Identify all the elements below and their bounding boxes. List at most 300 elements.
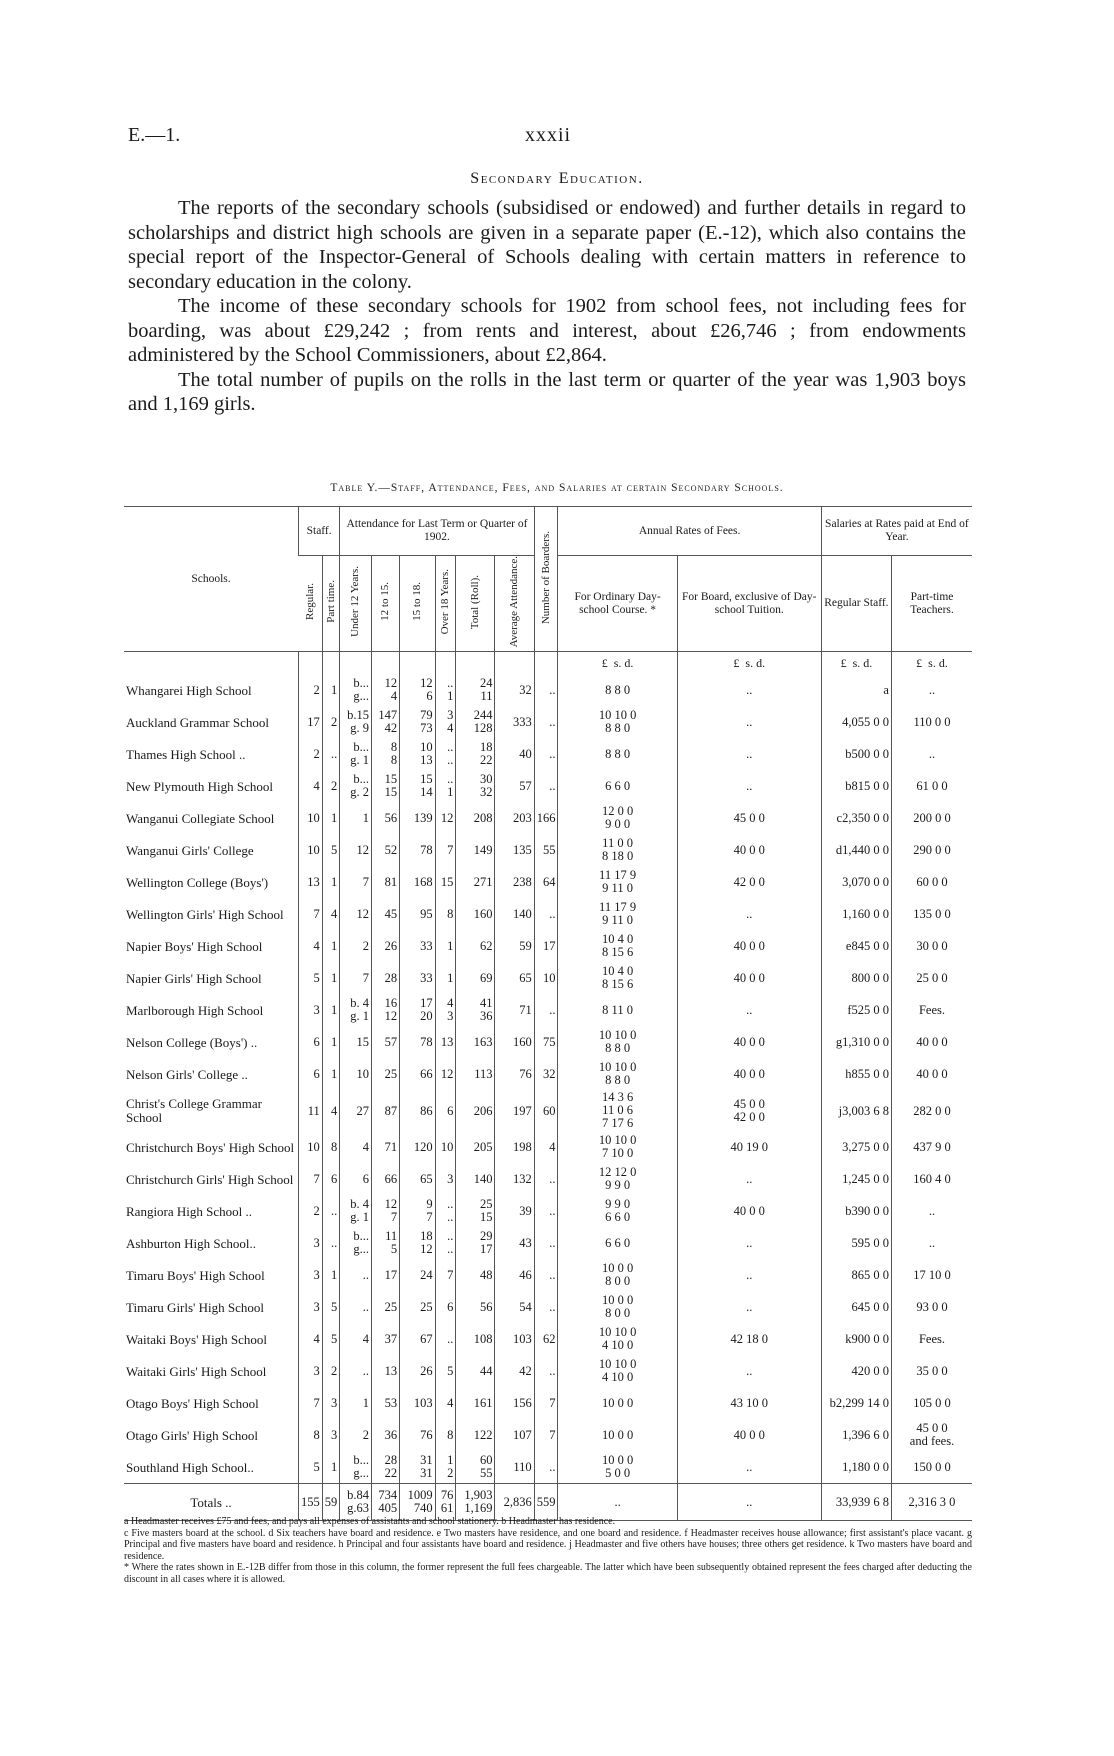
total-roll: 60 55 xyxy=(456,1451,495,1484)
footnote: * Where the rates shown in E.-12B differ from those in this column, the former represent the full fees chargeable. The latter which have been subsequently obtained represent the fees charged after deducting the discount in all cases where it is allowed. xyxy=(124,1562,972,1585)
secondary-schools-table xyxy=(124,506,972,1521)
age-12-to-15: 15 15 xyxy=(372,770,400,802)
part-time-salary: 110 0 0 xyxy=(891,706,972,738)
part-time-salary: 40 0 0 xyxy=(891,1026,972,1058)
part-time-count: 3 xyxy=(322,1387,340,1419)
part-time-salary: 290 0 0 xyxy=(891,834,972,866)
over-18: 12 xyxy=(435,802,456,834)
regular-staff-count: 2 xyxy=(299,738,323,770)
under-12: b.84 g.63 xyxy=(340,1484,372,1521)
under-12: 7 xyxy=(340,866,372,898)
total-roll: 161 xyxy=(456,1387,495,1419)
regular-staff-count: 7 xyxy=(299,898,323,930)
table-title: Table Y.—Staff, Attendance, Fees, and Salaries at certain Secondary Schools. xyxy=(330,482,784,494)
part-time-salary: 35 0 0 xyxy=(891,1355,972,1387)
board-fee: .. xyxy=(677,898,821,930)
regular-staff-count: 11 xyxy=(299,1090,323,1131)
age-15-to-18: 25 xyxy=(400,1291,435,1323)
part-time-salary: .. xyxy=(891,674,972,706)
board-fee: 40 0 0 xyxy=(677,1195,821,1227)
regular-salary: 595 0 0 xyxy=(821,1227,891,1259)
under-12: 2 xyxy=(340,1419,372,1451)
board-fee: .. xyxy=(677,1163,821,1195)
board-fee: 40 0 0 xyxy=(677,1058,821,1090)
age-15-to-18: 10 13 xyxy=(400,738,435,770)
age-12-to-15: 17 xyxy=(372,1259,400,1291)
board-fee: 45 0 0 xyxy=(677,802,821,834)
table-row xyxy=(124,834,972,866)
boarders: 4 xyxy=(534,1131,558,1163)
ordinary-fee: 6 6 0 xyxy=(558,770,677,802)
school-name: Wellington College (Boys') xyxy=(126,874,269,890)
part-time-count: 1 xyxy=(322,1058,340,1090)
total-roll: 244 128 xyxy=(456,706,495,738)
part-time-count: 1 xyxy=(322,674,340,706)
ordinary-fee: 6 6 0 xyxy=(558,1227,677,1259)
total-roll: 140 xyxy=(456,1163,495,1195)
boarders: 7 xyxy=(534,1419,558,1451)
age-12-to-15: 37 xyxy=(372,1323,400,1355)
regular-salary: k900 0 0 xyxy=(821,1323,891,1355)
age-15-to-18: 65 xyxy=(400,1163,435,1195)
document-reference: E.—1. xyxy=(128,124,181,146)
part-time-count: 1 xyxy=(322,994,340,1026)
over-18: 1 xyxy=(435,930,456,962)
part-time-salary: .. xyxy=(891,1227,972,1259)
table-row xyxy=(124,1163,972,1195)
part-time-count: 1 xyxy=(322,866,340,898)
over-18: 13 xyxy=(435,1026,456,1058)
ordinary-fee: 10 10 0 8 8 0 xyxy=(558,706,677,738)
part-time-count: 1 xyxy=(322,802,340,834)
total-roll: 41 36 xyxy=(456,994,495,1026)
school-name: Christchurch Boys' High School xyxy=(126,1139,295,1155)
regular-staff-count: 3 xyxy=(299,994,323,1026)
under-12: b. 4 g. 1 xyxy=(340,1195,372,1227)
average-attendance: 135 xyxy=(495,834,534,866)
regular-salary: 1,396 6 0 xyxy=(821,1419,891,1451)
regular-staff-count: 3 xyxy=(299,1227,323,1259)
under-12: 7 xyxy=(340,962,372,994)
table-row xyxy=(124,1291,972,1323)
part-time-count: 1 xyxy=(322,1026,340,1058)
total-roll: 163 xyxy=(456,1026,495,1058)
section-title: Secondary Education. xyxy=(470,170,644,187)
part-time-count: 1 xyxy=(322,1259,340,1291)
over-18: 6 xyxy=(435,1291,456,1323)
unit-sd: s. d. xyxy=(613,656,634,671)
age-12-to-15: 11 5 xyxy=(372,1227,400,1259)
school-name: Rangiora High School .. xyxy=(126,1203,253,1219)
table-row xyxy=(124,770,972,802)
paragraph: The income of these secondary schools for 1902 from school fees, not including fees for boarding, was about £29,242 ; from rents and interest, about £26,746 ; from endowments administered by the School Commissioners, about £2,864. xyxy=(128,295,966,366)
total-roll: 44 xyxy=(456,1355,495,1387)
total-roll: 24 11 xyxy=(456,674,495,706)
average-attendance: 107 xyxy=(495,1419,534,1451)
total-roll: 69 xyxy=(456,962,495,994)
header-15-to-18: 15 to 18. xyxy=(400,556,435,652)
board-fee: .. xyxy=(677,706,821,738)
board-fee: .. xyxy=(677,1259,821,1291)
boarders: .. xyxy=(534,674,558,706)
board-fee: 43 10 0 xyxy=(677,1387,821,1419)
under-12: b... g... xyxy=(340,674,372,706)
header-regular-staff: Regular Staff. xyxy=(821,556,891,652)
school-name: New Plymouth High School xyxy=(126,778,273,794)
ordinary-fee: 12 12 0 9 9 0 xyxy=(558,1163,677,1195)
regular-staff-count: 2 xyxy=(299,674,323,706)
over-18: 4 3 xyxy=(435,994,456,1026)
ordinary-fee: 10 10 0 8 8 0 xyxy=(558,1058,677,1090)
age-15-to-18: 15 14 xyxy=(400,770,435,802)
boarders: .. xyxy=(534,1227,558,1259)
school-name: Totals .. xyxy=(124,1484,299,1521)
regular-salary: 1,160 0 0 xyxy=(821,898,891,930)
age-12-to-15: 25 xyxy=(372,1058,400,1090)
regular-staff-count: 3 xyxy=(299,1259,323,1291)
total-roll: 18 22 xyxy=(456,738,495,770)
under-12: 12 xyxy=(340,834,372,866)
under-12: b... g... xyxy=(340,1227,372,1259)
part-time-count: 3 xyxy=(322,1419,340,1451)
ordinary-fee: 10 0 0 8 0 0 xyxy=(558,1259,677,1291)
under-12: b... g. 2 xyxy=(340,770,372,802)
age-12-to-15: 28 22 xyxy=(372,1451,400,1484)
age-15-to-18: 67 xyxy=(400,1323,435,1355)
board-fee: .. xyxy=(677,1355,821,1387)
regular-staff-count: 155 xyxy=(299,1484,323,1521)
age-15-to-18: 78 xyxy=(400,834,435,866)
age-12-to-15: 36 xyxy=(372,1419,400,1451)
header-staff: Staff. xyxy=(299,507,340,556)
boarders: .. xyxy=(534,738,558,770)
average-attendance: 59 xyxy=(495,930,534,962)
ordinary-fee: 10 10 0 4 10 0 xyxy=(558,1355,677,1387)
board-fee: .. xyxy=(677,1484,821,1521)
part-time-salary: 45 0 0 and fees. xyxy=(891,1419,972,1451)
boarders: .. xyxy=(534,898,558,930)
boarders: .. xyxy=(534,1259,558,1291)
age-15-to-18: 9 7 xyxy=(400,1195,435,1227)
age-12-to-15: 57 xyxy=(372,1026,400,1058)
board-fee: 42 18 0 xyxy=(677,1323,821,1355)
regular-staff-count: 17 xyxy=(299,706,323,738)
total-roll: 29 17 xyxy=(456,1227,495,1259)
age-15-to-18: 17 20 xyxy=(400,994,435,1026)
regular-salary: 865 0 0 xyxy=(821,1259,891,1291)
part-time-salary: 200 0 0 xyxy=(891,802,972,834)
school-name: Whangarei High School xyxy=(126,682,252,698)
school-name: Wanganui Collegiate School xyxy=(126,810,275,826)
boarders: .. xyxy=(534,1451,558,1484)
age-15-to-18: 78 xyxy=(400,1026,435,1058)
regular-salary: b390 0 0 xyxy=(821,1195,891,1227)
board-fee: 40 0 0 xyxy=(677,1026,821,1058)
table-row xyxy=(124,1387,972,1419)
regular-staff-count: 4 xyxy=(299,930,323,962)
regular-staff-count: 8 xyxy=(299,1419,323,1451)
ordinary-fee: 10 10 0 7 10 0 xyxy=(558,1131,677,1163)
average-attendance: 32 xyxy=(495,674,534,706)
header-schools: Schools. xyxy=(124,507,299,652)
part-time-count: 2 xyxy=(322,1355,340,1387)
table-row xyxy=(124,1419,972,1451)
part-time-count: 59 xyxy=(322,1484,340,1521)
age-15-to-18: 79 73 xyxy=(400,706,435,738)
table-row xyxy=(124,1323,972,1355)
total-roll: 48 xyxy=(456,1259,495,1291)
age-12-to-15: 16 12 xyxy=(372,994,400,1026)
over-18: 8 xyxy=(435,898,456,930)
table-row xyxy=(124,1259,972,1291)
average-attendance: 203 xyxy=(495,802,534,834)
header-salaries: Salaries at Rates paid at End of Year. xyxy=(821,507,972,556)
regular-staff-count: 2 xyxy=(299,1195,323,1227)
total-roll: 62 xyxy=(456,930,495,962)
total-roll: 271 xyxy=(456,866,495,898)
regular-salary: f525 0 0 xyxy=(821,994,891,1026)
age-15-to-18: 1009 740 xyxy=(400,1484,435,1521)
header-total-roll: Total (Roll). xyxy=(456,556,495,652)
regular-staff-count: 10 xyxy=(299,1131,323,1163)
age-15-to-18: 18 12 xyxy=(400,1227,435,1259)
ordinary-fee: 11 17 9 9 11 0 xyxy=(558,898,677,930)
part-time-salary: .. xyxy=(891,1195,972,1227)
part-time-salary: 40 0 0 xyxy=(891,1058,972,1090)
part-time-salary: 25 0 0 xyxy=(891,962,972,994)
regular-salary: 420 0 0 xyxy=(821,1355,891,1387)
average-attendance: 140 xyxy=(495,898,534,930)
board-fee: 40 0 0 xyxy=(677,930,821,962)
total-roll: 56 xyxy=(456,1291,495,1323)
units-row xyxy=(124,652,972,675)
ordinary-fee: 10 4 0 8 15 6 xyxy=(558,962,677,994)
age-12-to-15: 25 xyxy=(372,1291,400,1323)
ordinary-fee: 9 9 0 6 6 0 xyxy=(558,1195,677,1227)
header-board-fees: For Board, exclusive of Day-school Tuition. xyxy=(677,556,821,652)
over-18: 1 2 xyxy=(435,1451,456,1484)
table-row xyxy=(124,1131,972,1163)
school-name: Napier Girls' High School xyxy=(126,970,262,986)
table-row xyxy=(124,898,972,930)
part-time-count: .. xyxy=(322,1227,340,1259)
board-fee: .. xyxy=(677,770,821,802)
unit-sd: s. d. xyxy=(928,656,948,671)
over-18: 12 xyxy=(435,1058,456,1090)
regular-salary: h855 0 0 xyxy=(821,1058,891,1090)
over-18: .. .. xyxy=(435,1227,456,1259)
age-15-to-18: 120 xyxy=(400,1131,435,1163)
under-12: b... g... xyxy=(340,1451,372,1484)
under-12: 4 xyxy=(340,1131,372,1163)
age-12-to-15: 45 xyxy=(372,898,400,930)
regular-salary: b500 0 0 xyxy=(821,738,891,770)
average-attendance: 46 xyxy=(495,1259,534,1291)
total-roll: 25 15 xyxy=(456,1195,495,1227)
age-12-to-15: 12 7 xyxy=(372,1195,400,1227)
age-15-to-18: 139 xyxy=(400,802,435,834)
school-name: Christchurch Girls' High School xyxy=(126,1171,294,1187)
table-row xyxy=(124,994,972,1026)
header-attendance: Attendance for Last Term or Quarter of 1902. xyxy=(340,507,534,556)
average-attendance: 160 xyxy=(495,1026,534,1058)
average-attendance: 238 xyxy=(495,866,534,898)
footnote: a Headmaster receives £75 and fees, and pays all expenses of assistants and school stationery. b Headmaster has residence. xyxy=(124,1516,616,1527)
part-time-salary: 30 0 0 xyxy=(891,930,972,962)
part-time-count: 2 xyxy=(322,770,340,802)
header-boarders: Number of Boarders. xyxy=(534,507,558,652)
boarders: 60 xyxy=(534,1090,558,1131)
boarders: 166 xyxy=(534,802,558,834)
table-row xyxy=(124,1195,972,1227)
over-18: .. 1 xyxy=(435,770,456,802)
board-fee: .. xyxy=(677,1291,821,1323)
regular-salary: b815 0 0 xyxy=(821,770,891,802)
board-fee: 40 0 0 xyxy=(677,962,821,994)
school-name: Wanganui Girls' College xyxy=(126,842,254,858)
boarders: 62 xyxy=(534,1323,558,1355)
board-fee: .. xyxy=(677,1227,821,1259)
over-18: 15 xyxy=(435,866,456,898)
regular-salary: 1,180 0 0 xyxy=(821,1451,891,1484)
regular-staff-count: 10 xyxy=(299,802,323,834)
age-12-to-15: 734 405 xyxy=(372,1484,400,1521)
age-15-to-18: 33 xyxy=(400,930,435,962)
school-name: Thames High School .. xyxy=(126,746,246,762)
total-roll: 108 xyxy=(456,1323,495,1355)
ordinary-fee: 10 10 0 4 10 0 xyxy=(558,1323,677,1355)
over-18: 7 xyxy=(435,1259,456,1291)
regular-salary: g1,310 0 0 xyxy=(821,1026,891,1058)
regular-salary: 645 0 0 xyxy=(821,1291,891,1323)
school-name: Otago Boys' High School xyxy=(126,1395,259,1411)
over-18: 1 xyxy=(435,962,456,994)
unit-pounds: £ xyxy=(916,656,923,671)
average-attendance: 132 xyxy=(495,1163,534,1195)
board-fee: .. xyxy=(677,674,821,706)
table-row xyxy=(124,962,972,994)
table-row xyxy=(124,738,972,770)
age-12-to-15: 56 xyxy=(372,802,400,834)
part-time-count: 5 xyxy=(322,834,340,866)
average-attendance: 57 xyxy=(495,770,534,802)
header-regular: Regular. xyxy=(299,556,323,652)
age-15-to-18: 26 xyxy=(400,1355,435,1387)
school-name: Waitaki Girls' High School xyxy=(126,1363,267,1379)
age-15-to-18: 103 xyxy=(400,1387,435,1419)
regular-salary: 4,055 0 0 xyxy=(821,706,891,738)
regular-staff-count: 3 xyxy=(299,1355,323,1387)
average-attendance: 39 xyxy=(495,1195,534,1227)
boarders: 75 xyxy=(534,1026,558,1058)
age-15-to-18: 95 xyxy=(400,898,435,930)
under-12: .. xyxy=(340,1291,372,1323)
boarders: .. xyxy=(534,1195,558,1227)
over-18: 7 xyxy=(435,834,456,866)
average-attendance: 54 xyxy=(495,1291,534,1323)
regular-staff-count: 7 xyxy=(299,1387,323,1419)
under-12: 1 xyxy=(340,1387,372,1419)
footnote: c Five masters board at the school. d Six teachers have board and residence. e Two masters have residence, and one board and residence. f Headmaster receives house allowance; first assistant's place vacant. g Principal and five masters have board and residence. h Principal and four assistants have board and residence. j Headmaster and five others have houses; three others get residence. k Two masters have board and residence. xyxy=(124,1527,972,1562)
over-18: 3 4 xyxy=(435,706,456,738)
regular-salary: 3,275 0 0 xyxy=(821,1131,891,1163)
ordinary-fee: 8 11 0 xyxy=(558,994,677,1026)
header-12-to-15: 12 to 15. xyxy=(372,556,400,652)
age-12-to-15: 52 xyxy=(372,834,400,866)
average-attendance: 156 xyxy=(495,1387,534,1419)
unit-pounds: £ xyxy=(733,656,740,671)
school-name: Otago Girls' High School xyxy=(126,1427,258,1443)
boarders: .. xyxy=(534,1163,558,1195)
board-fee: .. xyxy=(677,738,821,770)
board-fee: 42 0 0 xyxy=(677,866,821,898)
age-12-to-15: 53 xyxy=(372,1387,400,1419)
table-row xyxy=(124,1451,972,1484)
part-time-count: 5 xyxy=(322,1323,340,1355)
table-body xyxy=(124,652,972,1521)
average-attendance: 198 xyxy=(495,1131,534,1163)
age-12-to-15: 71 xyxy=(372,1131,400,1163)
regular-staff-count: 4 xyxy=(299,1323,323,1355)
boarders: .. xyxy=(534,770,558,802)
average-attendance: 43 xyxy=(495,1227,534,1259)
boarders: .. xyxy=(534,1355,558,1387)
part-time-count: 6 xyxy=(322,1163,340,1195)
header-over-18: Over 18 Years. xyxy=(435,556,456,652)
school-name: Timaru Girls' High School xyxy=(126,1299,265,1315)
part-time-salary: 135 0 0 xyxy=(891,898,972,930)
ordinary-fee: 12 0 0 9 0 0 xyxy=(558,802,677,834)
part-time-salary: Fees. xyxy=(891,994,972,1026)
header-ordinary-fees: For Ordinary Day-school Course. * xyxy=(558,556,677,652)
total-roll: 113 xyxy=(456,1058,495,1090)
over-18: .. xyxy=(435,1323,456,1355)
age-15-to-18: 12 6 xyxy=(400,674,435,706)
school-name: Nelson College (Boys') .. xyxy=(126,1034,258,1050)
over-18: 76 61 xyxy=(435,1484,456,1521)
school-name: Auckland Grammar School xyxy=(126,714,269,730)
under-12: 1 xyxy=(340,802,372,834)
school-name: Christ's College Grammar School xyxy=(126,1096,262,1125)
regular-staff-count: 5 xyxy=(299,1451,323,1484)
regular-salary: e845 0 0 xyxy=(821,930,891,962)
age-12-to-15: 13 xyxy=(372,1355,400,1387)
unit-pounds: £ xyxy=(840,656,847,671)
age-12-to-15: 147 42 xyxy=(372,706,400,738)
regular-staff-count: 5 xyxy=(299,962,323,994)
table-row xyxy=(124,706,972,738)
part-time-salary: 2,316 3 0 xyxy=(891,1484,972,1521)
under-12: b. 4 g. 1 xyxy=(340,994,372,1026)
under-12: 6 xyxy=(340,1163,372,1195)
ordinary-fee: 11 17 9 9 11 0 xyxy=(558,866,677,898)
part-time-salary: 105 0 0 xyxy=(891,1387,972,1419)
regular-salary: 33,939 6 8 xyxy=(821,1484,891,1521)
part-time-count: 8 xyxy=(322,1131,340,1163)
average-attendance: 65 xyxy=(495,962,534,994)
age-12-to-15: 66 xyxy=(372,1163,400,1195)
paragraph: The total number of pupils on the rolls in the last term or quarter of the year was 1,903 boys and 1,169 girls. xyxy=(128,368,966,415)
age-15-to-18: 24 xyxy=(400,1259,435,1291)
header-part-time-teachers: Part-time Teachers. xyxy=(891,556,972,652)
table-row xyxy=(124,1090,972,1131)
total-roll: 149 xyxy=(456,834,495,866)
over-18: 8 xyxy=(435,1419,456,1451)
average-attendance: 333 xyxy=(495,706,534,738)
ordinary-fee: 8 8 0 xyxy=(558,674,677,706)
table-row xyxy=(124,866,972,898)
part-time-salary: 282 0 0 xyxy=(891,1090,972,1131)
